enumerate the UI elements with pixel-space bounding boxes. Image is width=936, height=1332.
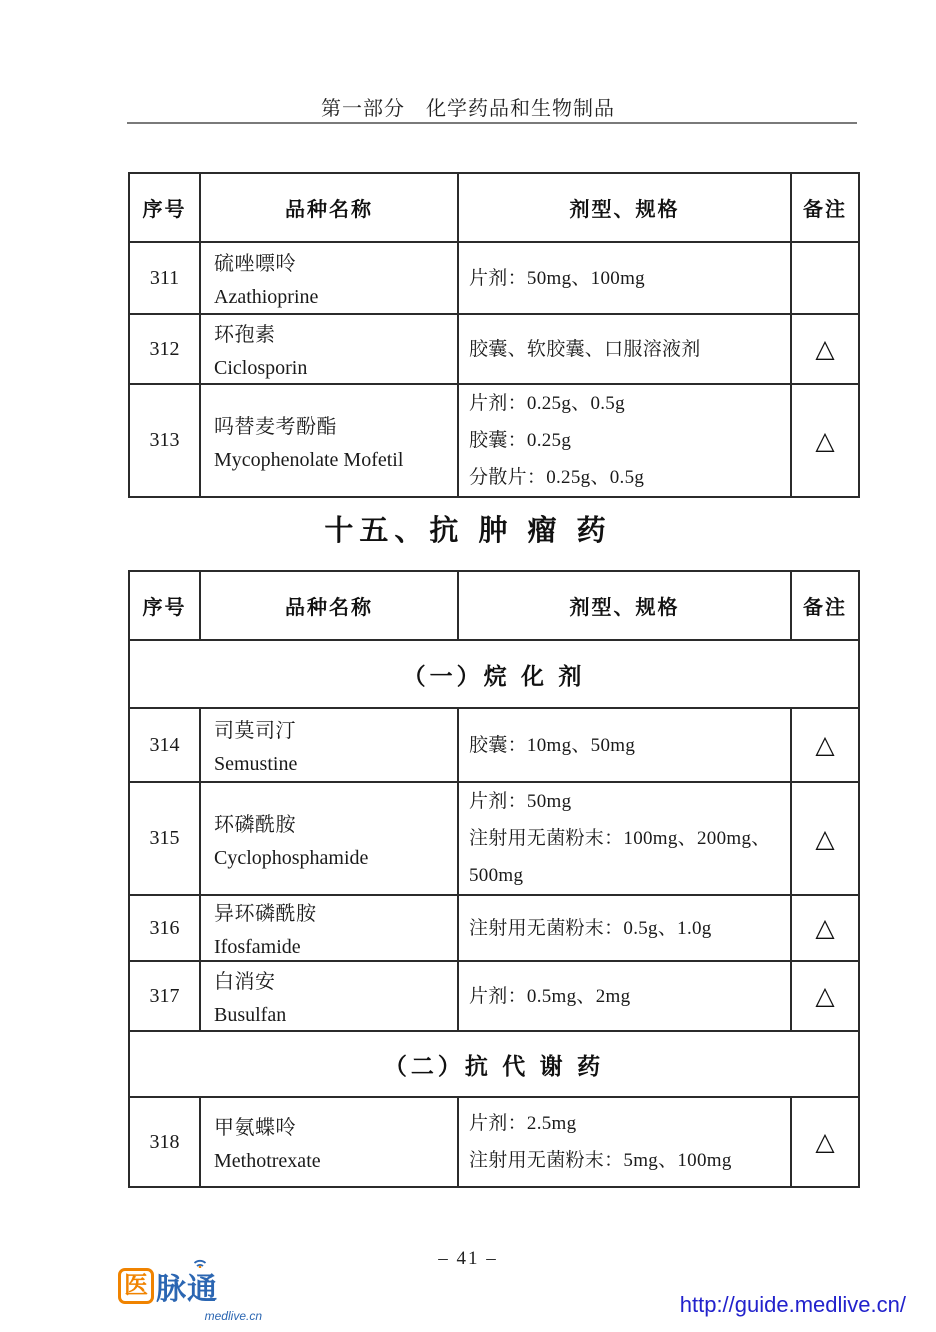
row-name (200, 895, 458, 961)
logo-boxed-char: 医 (118, 1268, 154, 1304)
row-spec (458, 895, 791, 961)
column-header-note: 备注 (791, 571, 859, 640)
row-spec (458, 782, 791, 895)
table-row (129, 1097, 859, 1187)
drug-name-zh: 司莫司汀 (214, 720, 296, 742)
row-no: 315 (129, 782, 200, 895)
spec-line: 片剂：0.25g、0.5g (469, 393, 625, 414)
row-note: △ (791, 895, 859, 961)
drug-name-en: Methotrexate (214, 1150, 321, 1172)
subsection-title-antimetabolite: （二）抗 代 谢 药 (129, 1031, 859, 1097)
row-no: 312 (129, 314, 200, 384)
row-no: 316 (129, 895, 200, 961)
table-header-row (129, 571, 859, 640)
row-spec (458, 384, 791, 497)
drug-name-zh: 硫唑嘌呤 (214, 253, 296, 275)
row-name (200, 708, 458, 782)
subsection-row (129, 640, 859, 708)
guide-url-link[interactable]: http://guide.medlive.cn/ (679, 1292, 906, 1317)
row-name (200, 242, 458, 314)
row-name (200, 314, 458, 384)
row-note: △ (791, 961, 859, 1031)
drug-name-zh: 环孢素 (214, 324, 276, 346)
table-row (129, 895, 859, 961)
table-row (129, 708, 859, 782)
table-immunosuppressants (128, 172, 860, 498)
drug-name-en: Azathioprine (214, 286, 319, 308)
logo-text: 脉通 (156, 1273, 218, 1306)
row-spec (458, 961, 791, 1031)
column-header-no: 序号 (129, 173, 200, 242)
page-title: 第一部分 化学药品和生物制品 (321, 98, 615, 120)
row-spec (458, 708, 791, 782)
drug-name-zh: 吗替麦考酚酯 (214, 415, 337, 438)
row-note: △ (791, 314, 859, 384)
row-no: 313 (129, 384, 200, 497)
row-note (791, 242, 859, 314)
spec-line: 分散片：0.25g、0.5g (469, 467, 645, 488)
spec-line: 片剂：50mg (469, 791, 572, 812)
spec-line: 胶囊：10mg、50mg (469, 734, 636, 756)
row-no: 314 (129, 708, 200, 782)
subsection-title-alkylating: （一）烷 化 剂 (129, 640, 859, 708)
row-name (200, 384, 458, 497)
drug-name-zh: 环磷酰胺 (214, 813, 296, 836)
column-header-note: 备注 (791, 173, 859, 242)
section-title-antineoplastics: 十五、抗 肿 瘤 药 (324, 515, 612, 547)
row-spec (458, 314, 791, 384)
row-name (200, 1097, 458, 1187)
column-header-name: 品种名称 (200, 173, 458, 242)
drug-name-en: Ifosfamide (214, 936, 301, 958)
table-antineoplastics (128, 570, 860, 1188)
subsection-row (129, 1031, 859, 1097)
logo-wordmark (118, 1264, 268, 1308)
spec-line: 注射用无菌粉末：0.5g、1.0g (469, 917, 712, 939)
column-header-name: 品种名称 (200, 571, 458, 640)
row-note: △ (791, 384, 859, 497)
table-row (129, 782, 859, 895)
spec-line: 片剂：2.5mg (469, 1113, 577, 1134)
drug-name-en: Cyclophosphamide (214, 846, 369, 869)
row-note: △ (791, 1097, 859, 1187)
table-row (129, 314, 859, 384)
logo-subtext: medlive.cn (204, 1309, 262, 1323)
drug-name-en: Ciclosporin (214, 357, 308, 379)
table-row (129, 384, 859, 497)
spec-line: 片剂：0.5mg、2mg (469, 985, 631, 1007)
page-number: – 41 – (438, 1248, 498, 1269)
row-no: 311 (129, 242, 200, 314)
spec-line: 注射用无菌粉末：100mg、200mg、500mg (469, 828, 771, 886)
column-header-no: 序号 (129, 571, 200, 640)
column-header-spec: 剂型、规格 (458, 571, 791, 640)
drug-name-en: Mycophenolate Mofetil (214, 448, 404, 471)
spec-line: 胶囊：0.25g (469, 430, 572, 451)
row-spec (458, 242, 791, 314)
drug-table-2 (128, 570, 860, 1188)
spec-line: 片剂：50mg、100mg (469, 267, 645, 289)
signal-icon (192, 1255, 208, 1273)
drug-name-zh: 甲氨蝶呤 (214, 1117, 296, 1139)
row-no: 317 (129, 961, 200, 1031)
spec-line: 注射用无菌粉末：5mg、100mg (469, 1150, 732, 1171)
drug-table-1 (128, 172, 860, 498)
table-row (129, 242, 859, 314)
medlive-logo (118, 1264, 268, 1323)
spec-line: 胶囊、软胶囊、口服溶液剂 (469, 338, 701, 360)
table-row (129, 961, 859, 1031)
drug-name-zh: 异环磷酰胺 (214, 903, 317, 925)
table-header-row (129, 173, 859, 242)
row-note: △ (791, 708, 859, 782)
row-name (200, 961, 458, 1031)
header-divider (127, 122, 857, 124)
drug-name-en: Semustine (214, 753, 298, 775)
row-spec (458, 1097, 791, 1187)
column-header-spec: 剂型、规格 (458, 173, 791, 242)
drug-name-en: Busulfan (214, 1004, 287, 1026)
drug-name-zh: 白消安 (214, 971, 276, 993)
row-name (200, 782, 458, 895)
row-note: △ (791, 782, 859, 895)
row-no: 318 (129, 1097, 200, 1187)
